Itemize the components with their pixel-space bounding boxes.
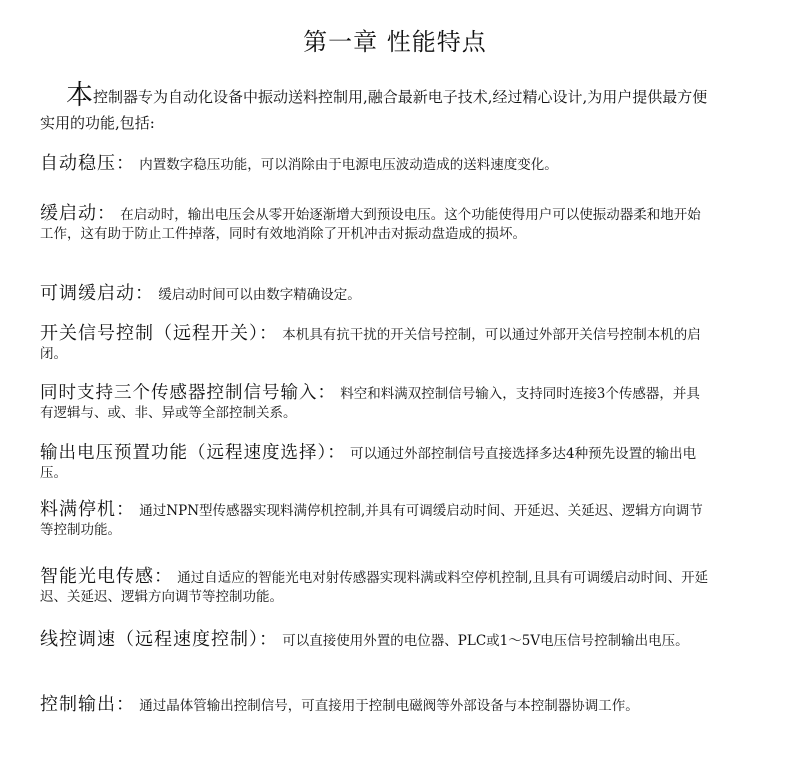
feature-heading: 开关信号控制（远程开关）： <box>40 323 278 344</box>
feature-heading: 智能光电传感： <box>40 566 173 587</box>
feature-body: 通过自适应的智能光电对射传感器实现料满或料空停机控制,且具有可调缓启动时间、开延迟、关延迟、逻辑方向调节等控制功能。 <box>40 570 709 605</box>
feature-three-sensor-inputs <box>40 384 710 423</box>
feature-output-voltage-preset <box>40 444 710 483</box>
feature-body: 料空和料满双控制信号输入，支持同时连接3个传感器，并具有逻辑与、或、非、异或等全部控制关系。 <box>40 386 700 421</box>
feature-full-stop <box>40 500 710 540</box>
feature-heading: 可调缓启动： <box>40 283 154 304</box>
feature-switch-signal-control <box>40 324 710 364</box>
feature-soft-start <box>40 204 710 244</box>
feature-auto-voltage-stabilization <box>40 154 710 175</box>
feature-heading: 同时支持三个传感器控制信号输入： <box>40 383 336 403</box>
feature-body: 缓启动时间可以由数字精确设定。 <box>158 287 361 303</box>
intro-dropcap: 本 <box>66 80 93 111</box>
feature-smart-photoelectric <box>40 567 710 607</box>
feature-body: 通过NPN型传感器实现料满停机控制,并具有可调缓启动时间、开延迟、关延迟、逻辑方向调节等控制功能。 <box>40 503 703 538</box>
feature-body: 通过晶体管输出控制信号，可直接用于控制电磁阀等外部设备与本控制器协调工作。 <box>139 698 639 714</box>
feature-heading: 自动稳压： <box>40 153 135 174</box>
intro-text: 控制器专为自动化设备中振动送料控制用,融合最新电子技术,经过精心设计,为用户提供最方便实用的功能,包括: <box>40 88 708 132</box>
feature-heading: 缓启动： <box>40 203 116 224</box>
feature-body: 内置数字稳压功能，可以消除由于电源电压波动造成的送料速度变化。 <box>139 157 558 173</box>
feature-wired-speed-control <box>40 630 710 651</box>
feature-body: 在启动时，输出电压会从零开始逐渐增大到预设电压。这个功能使得用户可以使振动器柔和地开始工作，这有助于防止工件掉落，同时有效地消除了开机冲击对振动盘造成的损坏。 <box>40 207 701 242</box>
feature-control-output <box>40 695 710 716</box>
feature-heading: 料满停机： <box>40 499 135 520</box>
feature-body: 可以通过外部控制信号直接选择多达4种预先设置的输出电压。 <box>40 446 697 481</box>
feature-body: 本机具有抗干扰的开关信号控制，可以通过外部开关信号控制本机的启闭。 <box>40 327 701 362</box>
feature-heading: 输出电压预置功能（远程速度选择）： <box>40 443 346 463</box>
feature-body: 可以直接使用外置的电位器、PLC或1～5V电压信号控制输出电压。 <box>282 633 689 649</box>
feature-adjustable-soft-start <box>40 284 710 305</box>
intro-paragraph <box>40 80 716 136</box>
chapter-title: 第一章 性能特点 <box>303 28 487 56</box>
feature-heading: 线控调速（远程速度控制）： <box>40 629 278 650</box>
feature-heading: 控制输出： <box>40 694 135 715</box>
